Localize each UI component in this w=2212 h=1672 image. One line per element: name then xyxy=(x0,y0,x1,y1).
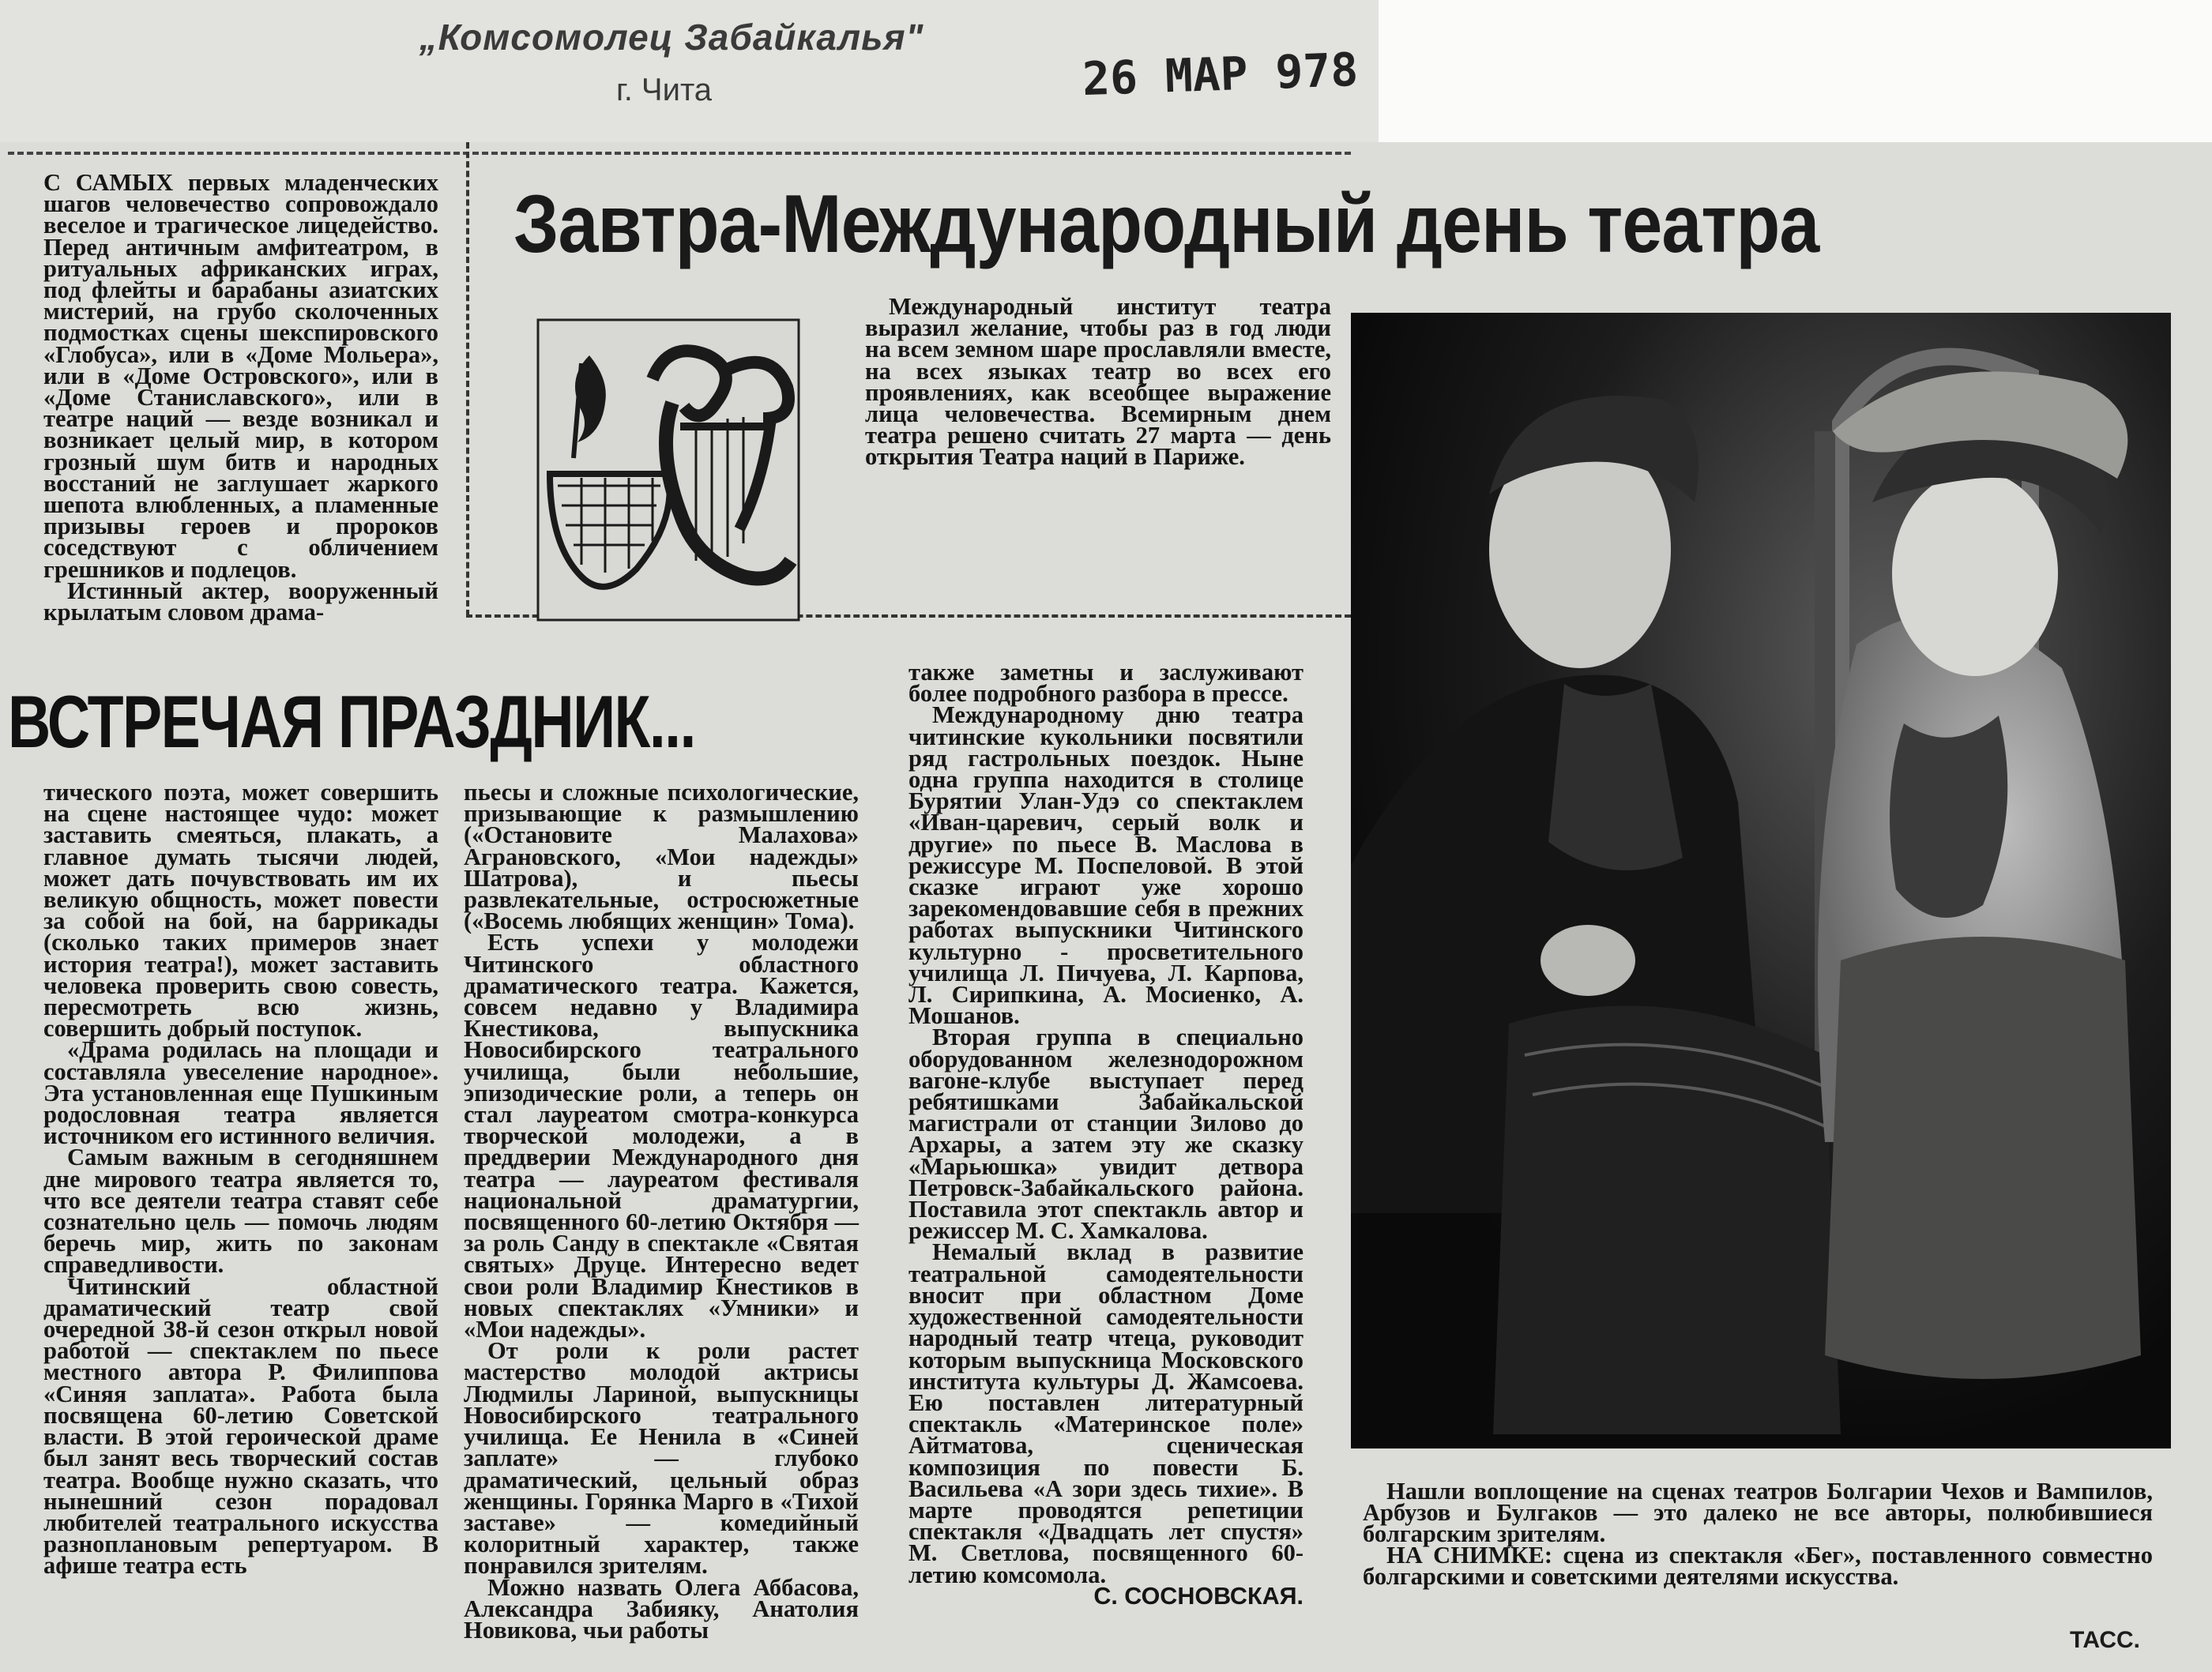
article-column-2 xyxy=(464,779,859,1644)
article-title: ВСТРЕЧАЯ ПРАЗДНИК... xyxy=(8,680,695,763)
photo-caption xyxy=(1363,1478,2153,1590)
article-paragraph: Немалый вклад в развитие театральной самодеятельности вносит при областном Доме художественной самодеятельности народный театр чтеца, руководит которым выпускница Московского института культуры Д. Жамсоева. Ею поставлен литературный спектакль «Материнское поле» Айтматова, сценическая композиция по повести Б. Васильева «А зори здесь тихие». В марте проводятся репетиции спектакля «Двадцать лет спустя» М. Светлова, посвященного 60-летию комсомола. xyxy=(908,1238,1304,1588)
article-paragraph: С САМЫХ первых младенческих шагов человечество сопровождало веселое и трагическое лицедейство. Перед античным амфитеатром, в ритуальных африканских играх, под флейты и барабаны азиатских мистерий, на грубо сколоченных подмостках сцены шекспировского «Глобуса», или в «Доме Мольера», или в «Доме Островского», или в «Доме Станиславского», или в театре наций — везде возникал и возникает целый мир, в котором грозный шум битв и народных восстаний не заглушает жаркого шепота влюбленных, а пламенные призывы героев и пророков соседствуют с обличением грешников и подлецов. xyxy=(43,169,438,583)
photo-image xyxy=(1351,313,2171,1448)
photo-credit: ТАСС. xyxy=(2070,1627,2141,1653)
article-paragraph: Есть успехи у молодежи Читинского областного драматического театра. Кажется, совсем недавно у Владимира Кнестикова, выпускника Новосибирского театрального училища, были небольшие, эпизодические роли, а теперь он стал лауреатом смотра-конкурса творческой молодежи, а в преддверии Международного дня театра — лауреатом фестиваля национальной драматургии, посвященного 60-летию Октября — за роль Санду в спектакле «Святая святых» Друце. Интересно ведет свои роли Владимир Кнестиков в новых спектаклях «Умники» и «Мои надежды». xyxy=(464,929,859,1343)
article-paragraph: тического поэта, может совершить на сцене настоящее чудо: может заставить смеяться, плакать, а главное думать тысячи людей, может дать почувствовать им их великую общность, может повести за собой на бой, на баррикады (сколько таких примеров знает история театра!), может заставить человека проверить свою совесть, пересмотреть всю жизнь, совершить добрый поступок. xyxy=(43,779,438,1043)
intro-block xyxy=(865,293,1331,471)
article-paragraph: пьесы и сложные психологические, призывающие к размышлению («Остановите Малахова» Аграновского, «Мои надежды» Шатрова), и пьесы развлекательные, остросюжетные («Восемь любящих женщин» Тома). xyxy=(464,779,859,935)
page-title: Завтра-Международный день театра xyxy=(514,178,1819,270)
frame-left-edge xyxy=(466,142,469,616)
article-paragraph: Читинский областной драматический театр свой очередной 38-й сезон открыл новой работой — спектаклем по пьесе местного автора Р. Филиппова «Синяя заплата». Работа была посвящена 60-летию Советской власти. В этой героической драме был занят весь творческий состав театра. Вообще нужно сказать, что нынешний сезон порадовал любителей театрального искусства разноплановым репертуаром. В афише театра есть xyxy=(43,1272,438,1580)
article-paragraph: «Драма родилась на площади и составляла увеселение народное». Эта установленная еще Пушкиным родословная театра является источником его истинного величия. xyxy=(43,1036,438,1150)
intro-paragraph: Международный институт театра выразил желание, чтобы раз в год люди на всем земном шаре прославляли вместе, на всех языках театр во всех его проявлениях, как всеобщее выражение лица человечества. Всемирным днем театра решено считать 27 марта — день открытия Театра наций в Париже. xyxy=(865,293,1331,471)
date-stamp: 26 МАР 978 xyxy=(1081,42,1360,107)
article-paragraph: От роли к роли растет мастерство молодой актрисы Людмилы Лариной, выпускницы Новосибирского театрального училища. Ее Ненила в «Синей заплате» — глубоко драматический, цельный образ женщины. Горянка Марго в «Тихой заставе» — комедийный колоритный характер, также понравился зрителям. xyxy=(464,1337,859,1580)
article-column-3 xyxy=(908,659,1304,1610)
caption-note: НА СНИМКЕ: сцена из спектакля «Бег», поставленного совместно болгарскими и советскими деятелями искусства. xyxy=(1363,1542,2153,1590)
article-paragraph: Истинный актер, вооруженный крылатым словом драма- xyxy=(43,577,438,626)
caption-lead: Нашли воплощение на сценах театров Болгарии Чехов и Вампилов, Арбузов и Булгаков — это далеко не все авторы, полюбившиеся болгарским зрителям. xyxy=(1363,1478,2153,1547)
author-signature: С. СОСНОВСКАЯ. xyxy=(1093,1582,1304,1610)
article-paragraph: Международному дню театра читинские кукольники посвятили ряд гастрольных поездок. Ныне одна группа находится в столице Бурятии Улан-Удэ со спектаклем «Иван-царевич, серый волк и другие» по пьесе В. Маслова в режиссуре М. Поспеловой. В этой сказке играют уже хорошо зарекомендовавшие себя в прежних работах выпускники Читинского культурно - просветительного училища Л. Пичуева, Л. Карпова, Л. Сирипкина, А. Мосиенко, А. Мошанов. xyxy=(908,701,1304,1030)
article-paragraph: Можно назвать Олега Аббасова, Александра Забияку, Анатолия Новикова, чьи работы xyxy=(464,1573,859,1644)
newspaper-masthead: „Комсомолец Забайкалья" xyxy=(419,17,924,58)
article-column-1 xyxy=(43,779,438,1580)
city-label: г. Чита xyxy=(616,73,713,107)
article-paragraph: Самым важным в сегодняшнем дне мирового театра является то, что все деятели театра ставят себе сознательно цель — помочь людям беречь мир, жить по законам справедливости. xyxy=(43,1144,438,1279)
article-paragraph: Вторая группа в специально оборудованном железнодорожном вагоне-клубе выступает перед ребятишками Забайкальской магистрали от станции Зилово до Архары, а затем эту же сказку «Марьюшка» увидит детвора Петровск-Забайкальского района. Поставила этот спектакль автор и режиссер М. С. Хамкалова. xyxy=(908,1024,1304,1245)
lyre-and-mask-emblem xyxy=(534,316,803,624)
article-intro-column xyxy=(43,169,438,626)
theatre-scene-photo xyxy=(1351,313,2171,1448)
article-paragraph: также заметны и заслуживают более подробного разбора в прессе. xyxy=(908,659,1304,708)
